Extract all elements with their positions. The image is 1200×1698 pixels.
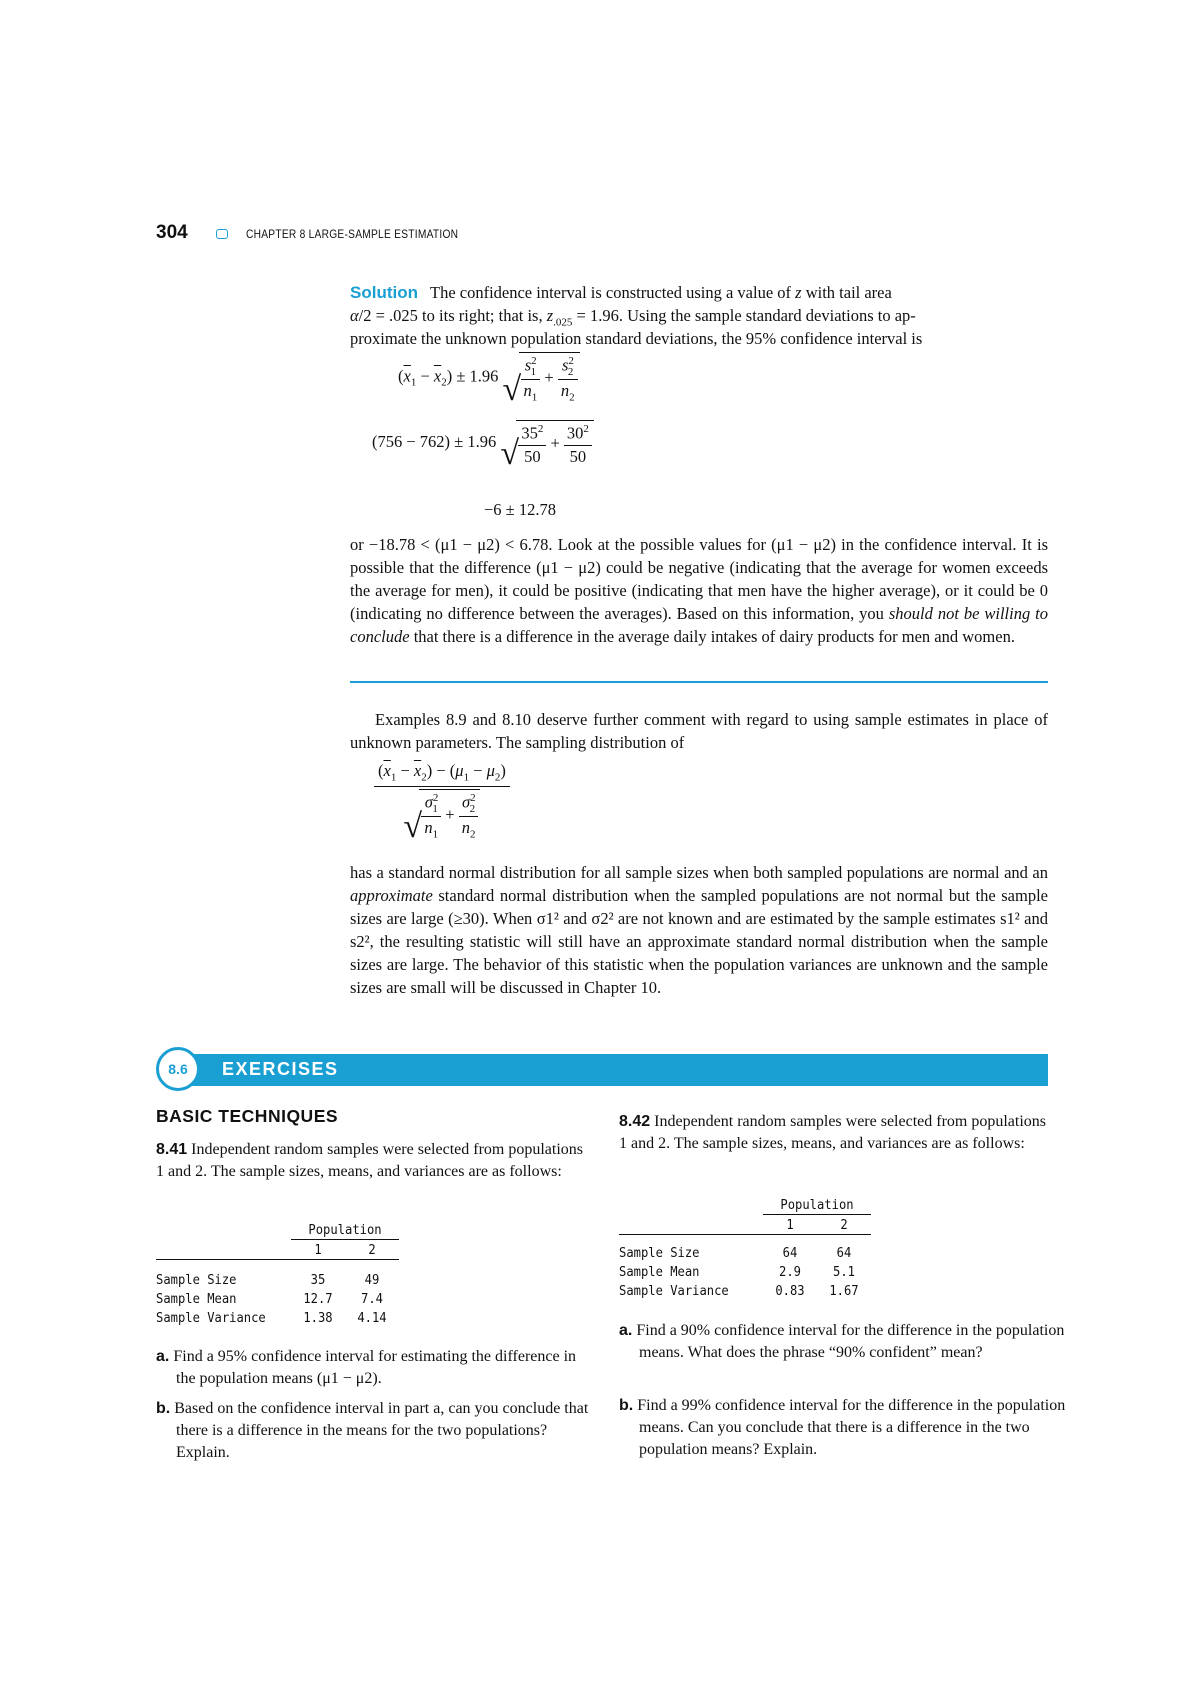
chapter-title: CHAPTER 8 LARGE-SAMPLE ESTIMATION [246,227,459,241]
exercises-title: EXERCISES [222,1059,339,1079]
header-box-icon [216,229,228,239]
exercise-8-42-part-a: a. Find a 90% confidence interval for the difference in the population means. What does the phrase “90% confident” mean? [619,1322,1065,1361]
solution-emphasis: should not be willing to conclude [350,604,1049,646]
exercise-8-42: 8.42 Independent random samples were selected from populations 1 and 2. The sample sizes, means, and variances are as follows: [619,1113,1047,1152]
exercise-8-41-part-a: a. Find a 95% confidence interval for estimating the difference in the population means (μ1 − μ2). [156,1348,577,1387]
table-row: Sample Size 35 49 [156,1271,380,1288]
table-row: Sample Variance 1.38 4.14 [156,1309,387,1326]
solution-paragraph: or −18.78 < (μ1 − μ2) < 6.78. Look at the possible values for (μ1 − μ2) in the confidence interval. It is possible that the difference (μ1 − μ2) could be negative (indicating that the average for women exceeds the average for men), it could be positive (indicating that men have the higher average), or it could be 0 (indicating no difference between the averages). Based on this information, you should not be willing to conclude that there is a difference in the average daily intakes of dairy products for men and women. [350,535,1049,646]
population-header: Population [291,1220,399,1240]
exercise-8-42-part-b: b. Find a 99% confidence interval for the difference in the population means. Can you conclude that there is a difference in the two population means? Explain. [619,1397,1066,1458]
table-row: Sample Variance 0.83 1.67 [619,1282,859,1299]
discussion-paragraph: has a standard normal distribution for all sample sizes when both sampled populations are normal and an approximate standard normal distribution when the sampled populations are not normal but the sample sizes are large (≥30). When σ1² and σ2² are not known and are estimated by the sample estimates s1² and s2², the resulting statistic will still have an approximate standard normal distribution when the sample sizes are large. The behavior of this statistic when the population variances are unknown and the sample sizes are small will be discussed in Chapter 10. [350,863,1049,997]
sampling-statistic: $(\overline{x}_1 - \overline{x}_2) - (\mu_1 - \mu_2)$ √ $\frac{\sigma^2_1}{n_1}$ + $\frac{\sigma^2_2}{n_2}$ [374,761,510,840]
page-number: 304 [156,222,188,243]
solution-line-1 [350,281,1048,304]
exercise-8-41-part-b: b. Based on the confidence interval in part a, can you conclude that there is a difference in the means for the two populations? Explain. [156,1400,589,1461]
ci-formula: $(\overline{x}_1 - \overline{x}_2) \pm 1.96$ √ $\frac{s^2_1}{n_1}$ + $\frac{s^2_2}{n_2}$ [398,352,580,403]
solution-text-1: The confidence interval is constructed using a value of z with tail area [429,283,892,302]
solution-end-rule [350,681,1048,683]
solution-line-2: α/2 = .025 to its right; that is, $z_{.025} = 1.96$. Using the sample standard deviations to ap- [350,306,916,329]
approximate-emphasis: approximate [350,886,433,905]
basic-techniques-heading: BASIC TECHNIQUES [156,1106,339,1126]
solution-label: Solution [350,283,418,302]
exercise-8-42-table: Population 1 2 Sample Size 64 64 Sample Mean 2.9 5.1 Sample Variance 0.83 1.67 [619,1195,871,1300]
exercise-8-41: 8.41 Independent random samples were selected from populations 1 and 2. The sample sizes, means, and variances are as follows: [156,1141,584,1180]
ci-result: −6 ± 12.78 [484,500,556,519]
exercise-8-41-table: Population 1 2 Sample Size 35 49 Sample Mean 12.7 7.4 Sample Variance 1.38 4.14 [156,1220,399,1327]
population-header: Population [763,1195,871,1215]
table-row: Sample Mean 2.9 5.1 [619,1263,855,1280]
table-row: Sample Size 64 64 [619,1244,852,1261]
discussion-intro: Examples 8.9 and 8.10 deserve further comment with regard to using sample estimates in place of unknown parameters. The sampling distribution of [350,710,1048,752]
solution-line-3: proximate the unknown population standard deviations, the 95% confidence interval is [350,329,923,348]
section-number-badge: 8.6 [156,1047,200,1091]
table-row: Sample Mean 12.7 7.4 [156,1290,383,1307]
ci-substituted: (756 − 762) ± 1.96 √ $\frac{35^2}{50}$ + $\frac{30^2}{50}$ [372,420,594,467]
